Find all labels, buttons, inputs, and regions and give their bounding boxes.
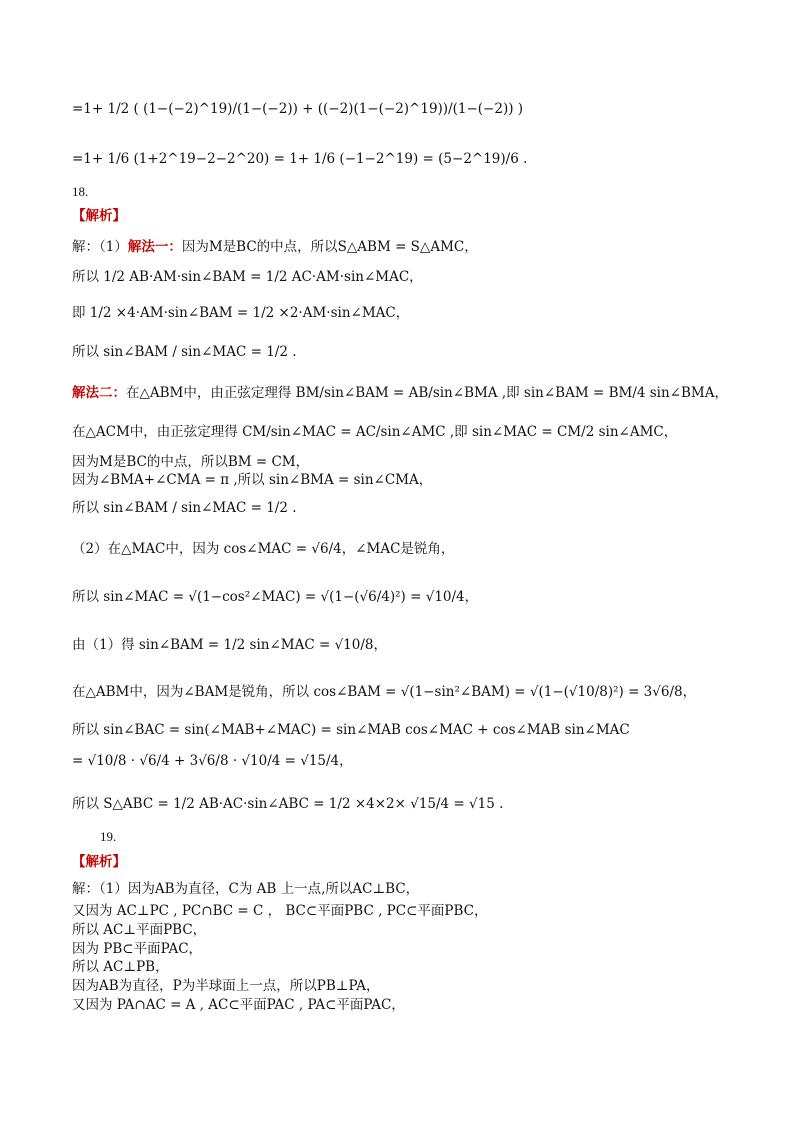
- sol-line-7: 因为M是BC的中点，所以BM = CM，: [72, 454, 310, 470]
- question-number-19: 19.: [100, 829, 117, 844]
- sol-line-8: 因为∠BMA+∠CMA = π ,所以 sin∠BMA = sin∠CMA，: [72, 472, 433, 488]
- analysis-heading-18: 【解析】: [72, 208, 126, 224]
- sol-line-13: 在△ABM中，因为∠BAM是锐角，所以 cos∠BAM = √(1−sin²∠BAM) = √(1−(√10/8)²) = 3√6/8，: [72, 684, 697, 700]
- sol-line-5: [72, 384, 728, 402]
- method-two-label: 解法二：: [72, 385, 126, 401]
- sol-line-15: = √10/8 · √6/4 + 3√6/8 · √10/4 = √15/4，: [72, 753, 353, 769]
- sol-line-5-text: 在△ABM中，由正弦定理得 BM/sin∠BAM = AB/sin∠BMA ,即 sin∠BAM = BM/4 sin∠BMA，: [126, 385, 728, 401]
- sol-prefix: 解：（1）: [72, 239, 128, 255]
- proof-line-3: 所以 AC⊥平面PBC，: [72, 922, 207, 938]
- proof-line-1: 解：（1）因为AB为直径，C为 AB 上一点,所以AC⊥BC，: [72, 881, 420, 897]
- proof-line-4: 因为 PB⊂平面PAC，: [72, 941, 203, 957]
- proof-line-2: 又因为 AC⊥PC , PC∩BC = C ， BC⊂平面PBC , PC⊂平面PBC，: [72, 903, 488, 919]
- sol-line-1-text: 因为M是BC的中点，所以S△ABM = S△AMC，: [181, 239, 478, 255]
- sol-line-14: 所以 sin∠BAC = sin(∠MAB+∠MAC) = sin∠MAB cos∠MAC + cos∠MAB sin∠MAC: [72, 722, 630, 738]
- proof-line-7: 又因为 PA∩AC = A , AC⊂平面PAC , PA⊂平面PAC，: [72, 997, 405, 1013]
- eq-line-2: =1+ 1/6 (1+2^19−2−2^20) = 1+ 1/6 (−1−2^19) = (5−2^19)/6 .: [72, 151, 528, 167]
- sol-line-12: 由（1）得 sin∠BAM = 1/2 sin∠MAC = √10/8，: [72, 637, 388, 653]
- question-number-18: 18.: [72, 184, 89, 199]
- sol-line-9: 所以 sin∠BAM / sin∠MAC = 1/2 .: [72, 500, 297, 516]
- sol-line-4: 所以 sin∠BAM / sin∠MAC = 1/2 .: [72, 344, 297, 360]
- sol-line-3: 即 1/2 ×4·AM·sin∠BAM = 1/2 ×2·AM·sin∠MAC，: [72, 305, 410, 321]
- sol-line-1: [72, 238, 478, 256]
- sol-line-16: 所以 S△ABC = 1/2 AB·AC·sin∠ABC = 1/2 ×4×2× √15/4 = √15 .: [72, 796, 504, 812]
- eq-line-1: =1+ 1/2 ( (1−(−2)^19)/(1−(−2)) + ((−2)(1−(−2)^19))/(1−(−2)) ): [72, 101, 524, 117]
- sol-line-10: （2）在△MAC中，因为 cos∠MAC = √6/4，∠MAC是锐角，: [72, 541, 455, 557]
- proof-line-5: 所以 AC⊥PB，: [72, 959, 169, 975]
- proof-line-6: 因为AB为直径，P为半球面上一点，所以PB⊥PA，: [72, 978, 380, 994]
- method-one-label: 解法一：: [127, 239, 182, 255]
- analysis-heading-19: 【解析】: [72, 854, 126, 870]
- sol-line-2: 所以 1/2 AB·AM·sin∠BAM = 1/2 AC·AM·sin∠MAC，: [72, 269, 423, 285]
- sol-line-11: 所以 sin∠MAC = √(1−cos²∠MAC) = √(1−(√6/4)²) = √10/4，: [72, 589, 479, 605]
- sol-line-6: 在△ACM中，由正弦定理得 CM/sin∠MAC = AC/sin∠AMC ,即 sin∠MAC = CM/2 sin∠AMC，: [72, 424, 678, 440]
